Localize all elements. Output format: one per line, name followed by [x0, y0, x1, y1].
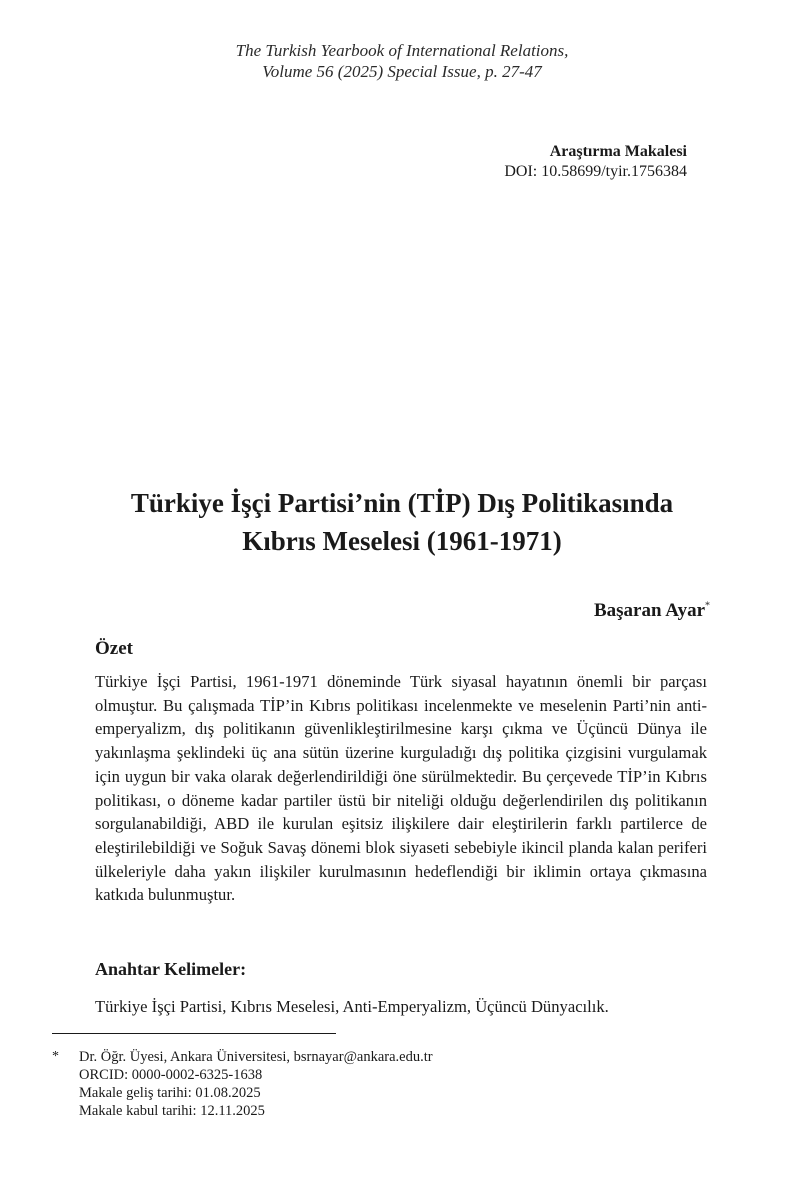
article-type: Araştırma Makalesi — [549, 143, 687, 160]
footnote-divider — [52, 1033, 336, 1034]
footnote-received-date: Makale geliş tarihi: 01.08.2025 — [79, 1085, 261, 1101]
footnote-affiliation: Dr. Öğr. Üyesi, Ankara Üniversitesi, bsrnayar@ankara.edu.tr — [79, 1049, 433, 1065]
author-name: Başaran Ayar — [593, 600, 705, 621]
title-line-2: Kıbrıs Meselesi (1961-1971) — [242, 526, 562, 556]
footnote-mark: * — [52, 1049, 59, 1064]
article-title — [0, 484, 804, 560]
journal-volume: Volume 56 (2025) Special Issue, p. 27-47 — [262, 62, 542, 81]
abstract-heading: Özet — [95, 638, 133, 659]
footnote-orcid: ORCID: 0000-0002-6325-1638 — [79, 1067, 263, 1083]
author — [594, 600, 710, 622]
abstract-text: Türkiye İşçi Partisi, 1961-1971 döneminde Türk siyasal hayatının önemli bir parçası olmuştur. Bu çalışmada TİP’in Kıbrıs politikası incelenmekte ve meselenin Parti’nin anti-emperyalizm, dış politikanın güvenlikleştirilmesine karşı çıkma ve Üçüncü Dünya ile yakınlaşma şeklindeki üç ana sütün üzerine kurguladığı dış politika çizgisini vurgulamak için uygun bir vaka olarak değerlendirildiği öne sürülmektedir. Bu çerçevede TİP’in Kıbrıs politikası, o döneme kadar partiler üstü bir niteliği olduğu değerlendirilen dış politikanın sorgulanabildiği, ABD ile kurulan eşitsiz ilişkilere dair eleştirilerin farklı partilerce de eleştirilebildiği ve Soğuk Savaş dönemi blok siyaseti sebebiyle ikincil planda kalan periferi ülkeleriyle daha yakın ilişkiler kurulmasının hedeflendiği bir iklimin ortaya çıkmasına katkıda bulunmuştur. — [95, 672, 707, 905]
author-footnote-mark: * — [705, 600, 710, 612]
doi: DOI: 10.58699/tyir.1756384 — [504, 163, 687, 180]
keywords-heading: Anahtar Kelimeler: — [95, 959, 247, 979]
footnote-accepted-date: Makale kabul tarihi: 12.11.2025 — [79, 1103, 265, 1119]
footnote — [79, 1048, 433, 1120]
journal-header — [0, 40, 804, 82]
title-line-1: Türkiye İşçi Partisi’nin (TİP) Dış Politikasında — [130, 488, 674, 518]
keywords-text: Türkiye İşçi Partisi, Kıbrıs Meselesi, Anti-Emperyalizm, Üçüncü Dünyacılık. — [95, 997, 609, 1016]
journal-name: The Turkish Yearbook of International Relations, — [235, 41, 569, 60]
